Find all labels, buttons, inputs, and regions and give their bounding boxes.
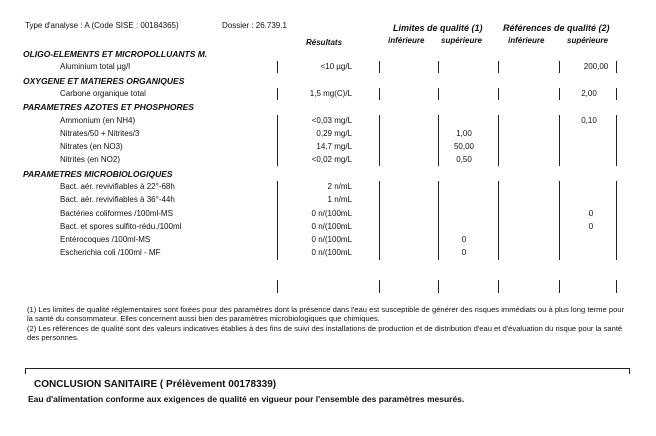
- analysis-type: Type d'analyse : A (Code SISE : 00184365): [25, 21, 179, 30]
- column-divider: [379, 181, 380, 260]
- parameter-label: Bact. aér. revivifiables à 22°-68h: [60, 182, 175, 191]
- column-divider: [277, 115, 278, 166]
- column-divider: [379, 88, 380, 100]
- parameter-label: Escherichia coli /100ml - MF: [60, 248, 161, 257]
- column-divider: [559, 61, 560, 73]
- separator-tick-right: [629, 368, 630, 374]
- parameter-label: Ammonium (en NH4): [60, 116, 136, 125]
- references-lower-header: inférieure: [508, 36, 545, 45]
- column-divider: [498, 115, 499, 166]
- parameter-result: 0 n/(100mL: [311, 248, 352, 257]
- limit-upper-value: 0: [461, 248, 467, 257]
- limit-upper-value: 50,00: [453, 142, 475, 151]
- column-divider: [559, 280, 560, 293]
- reference-upper-value: 0: [588, 222, 594, 231]
- references-title: Références de qualité (2): [503, 23, 610, 33]
- parameter-result: 0 n/(100mL: [311, 209, 352, 218]
- section-title: PARAMETRES MICROBIOLOGIQUES: [23, 169, 173, 179]
- column-divider: [438, 61, 439, 73]
- limits-upper-header: supérieure: [441, 36, 482, 45]
- column-divider: [559, 88, 560, 100]
- parameter-result: <10 µg/L: [320, 62, 352, 71]
- reference-upper-value: 0: [588, 209, 594, 218]
- section-title: OLIGO-ELEMENTS ET MICROPOLLUANTS M.: [23, 49, 208, 59]
- column-divider: [616, 88, 617, 100]
- footnote-references: (2) Les références de qualité sont des valeurs indicatives établies à des fins de suivi des installations de production et de distribution d'eau et d'évaluation du risque pour la santé des personnes.: [27, 324, 623, 343]
- column-divider: [277, 61, 278, 73]
- parameter-label: Entérocoques /100ml-MS: [60, 235, 151, 244]
- column-divider: [616, 115, 617, 166]
- column-divider: [498, 280, 499, 293]
- column-divider: [379, 61, 380, 73]
- column-divider: [616, 280, 617, 293]
- references-upper-header: supérieure: [567, 36, 608, 45]
- footnote-limits: (1) Les limites de qualité réglementaires sont fixées pour des paramètres dont la présence dans l'eau est susceptible de générer des risques immédiats ou à plus long terme pour la santé du consommateur. Elles concernent aussi bien des paramètres microbiologiques que chimiques.: [27, 305, 625, 324]
- parameter-result: 1,5 mg(C)/L: [309, 89, 352, 98]
- conclusion-text: Eau d'alimentation conforme aux exigences de qualité en vigueur pour l'ensemble des paramètres mesurés.: [28, 394, 465, 404]
- parameter-label: Aluminium total µg/l: [60, 62, 130, 71]
- parameter-result: <0,02 mg/L: [311, 155, 352, 164]
- column-divider: [277, 88, 278, 100]
- parameter-result: 2 n/mL: [327, 182, 352, 191]
- column-divider: [559, 115, 560, 166]
- column-divider: [498, 61, 499, 73]
- column-divider: [277, 280, 278, 293]
- column-divider: [379, 115, 380, 166]
- separator-line: [25, 368, 630, 369]
- parameter-result: 1 n/mL: [327, 195, 352, 204]
- column-divider: [498, 88, 499, 100]
- column-divider: [559, 181, 560, 260]
- column-divider: [438, 181, 439, 260]
- reference-upper-value: 2,00: [581, 89, 597, 98]
- limit-upper-value: 1,00: [456, 129, 472, 138]
- parameter-label: Bact. et spores sulfito-rédu./100ml: [60, 222, 182, 231]
- column-divider: [616, 181, 617, 260]
- limit-upper-value: 0: [461, 235, 467, 244]
- column-divider: [438, 88, 439, 100]
- column-divider: [438, 115, 439, 166]
- results-header: Résultats: [306, 38, 343, 47]
- parameter-label: Bact. aér. revivifiables à 36°-44h: [60, 195, 175, 204]
- column-divider: [498, 181, 499, 260]
- parameter-result: 0 n/(100mL: [311, 235, 352, 244]
- reference-upper-value: 0,10: [581, 116, 597, 125]
- limits-title: Limites de qualité (1): [393, 23, 483, 33]
- section-title: PARAMETRES AZOTES ET PHOSPHORES: [23, 102, 194, 112]
- parameter-label: Nitrites (en NO2): [60, 155, 121, 164]
- column-divider: [277, 181, 278, 260]
- limits-lower-header: inférieure: [388, 36, 425, 45]
- separator-tick-left: [25, 368, 26, 374]
- parameter-label: Bactéries coliformes /100ml-MS: [60, 209, 173, 218]
- column-divider: [379, 280, 380, 293]
- column-divider: [438, 280, 439, 293]
- parameter-result: 14,7 mg/L: [316, 142, 352, 151]
- parameter-result: <0,03 mg/L: [311, 116, 352, 125]
- parameter-label: Nitrates (en NO3): [60, 142, 123, 151]
- parameter-label: Nitrates/50 + Nitrites/3: [60, 129, 140, 138]
- column-divider: [616, 61, 617, 73]
- parameter-label: Carbone organique total: [60, 89, 146, 98]
- conclusion-title: CONCLUSION SANITAIRE ( Prélèvement 00178339): [34, 379, 277, 390]
- reference-upper-value: 200,00: [583, 62, 609, 71]
- limit-upper-value: 0,50: [456, 155, 472, 164]
- parameter-result: 0,29 mg/L: [316, 129, 352, 138]
- parameter-result: 0 n/(100mL: [311, 222, 352, 231]
- section-title: OXYGENE ET MATIERES ORGANIQUES: [23, 76, 185, 86]
- dossier-number: Dossier : 26.739.1: [222, 21, 287, 30]
